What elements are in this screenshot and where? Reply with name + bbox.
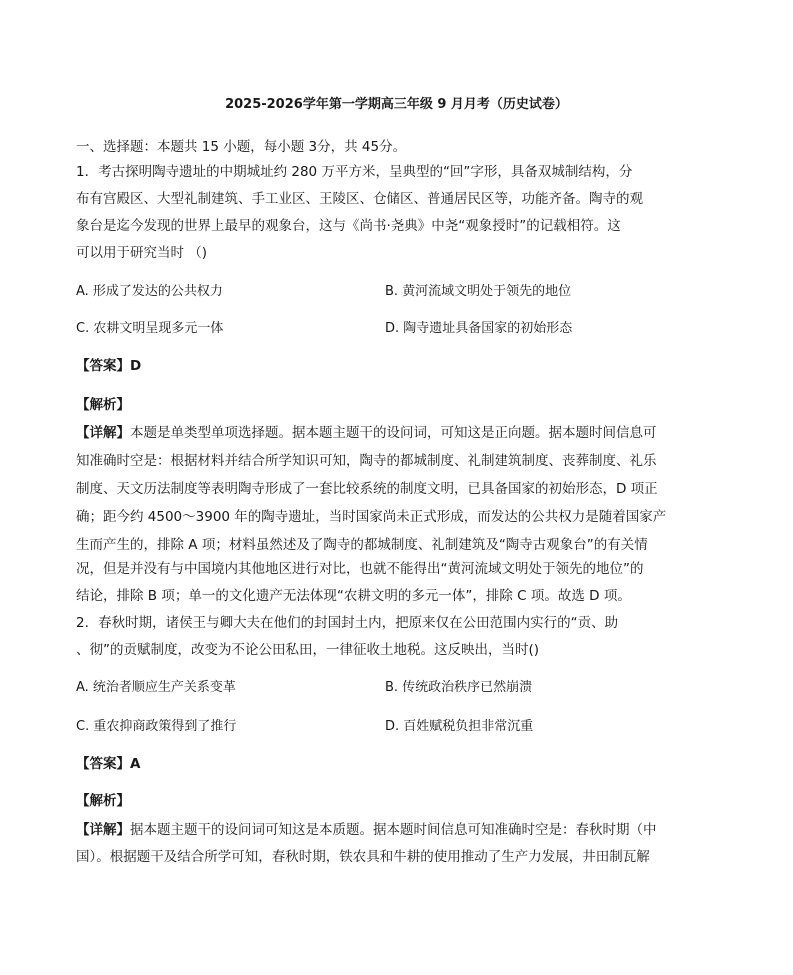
q1-explanation-line-5: 生而产生的，排除 A 项；材料虽然述及了陶寺的都城制度、礼制建筑及“陶寺古观象台”的有关情 [76,537,648,553]
exam-title: 2025-2026学年第一学期高三年级 9 月月考（历史试卷） [225,97,568,112]
q1-explanation-line-6: 况，但是并没有与中国境内其他地区进行对比，也就不能得出“黄河流域文明处于领先的地位”的 [76,561,644,577]
q2-explanation-line-1 [76,821,726,839]
q1-option-d: D. 陶寺遗址具备国家的初始形态 [385,321,573,336]
q2-option-d: D. 百姓赋税负担非常沉重 [385,719,534,734]
q1-stem-line-1: 1．考古探明陶寺遗址的中期城址约 280 万平方米，呈典型的“回”字形，具备双城制结构，分 [76,164,633,180]
q2-detail-tag: 【详解】 [76,822,130,838]
q2-answer-tag: 【答案】 [76,756,130,772]
q2-explanation-line-2: 国）。根据题干及结合所学可知，春秋时期，铁农具和牛耕的使用推动了生产力发展，井田制瓦解 [76,849,650,865]
q2-analysis-heading: 【解析】 [76,793,130,809]
q1-answer [76,357,726,375]
q1-option-c: C. 农耕文明呈现多元一体 [76,321,224,336]
q2-option-b: B. 传统政治秩序已然崩溃 [385,680,533,695]
q1-stem-line-3: 象台是迄今发现的世界上最早的观象台，这与《尚书·尧典》中尧“观象授时”的记载相符。这 [76,218,621,234]
q1-answer-tag: 【答案】 [76,358,130,374]
q1-analysis-heading: 【解析】 [76,397,130,413]
q2-option-c: C. 重农抑商政策得到了推行 [76,719,237,734]
q1-explanation-line-7: 结论，排除 B 项；单一的文化遗产无法体现“农耕文明的多元一体”，排除 C 项。故选 D 项。 [76,588,631,604]
q1-explanation-text-1: 本题是单类型单项选择题。据本题主题干的设问词，可知这是正向题。据本题时间信息可 [130,425,657,441]
q2-stem-line-2: 、彻”的贡赋制度，改变为不论公田私田，一律征收土地税。这反映出，当时() [76,642,540,658]
q1-detail-tag: 【详解】 [76,425,130,441]
q1-option-a: A. 形成了发达的公共权力 [76,284,223,299]
q1-answer-value: D [130,358,142,374]
q1-stem-line-4: 可以用于研究当时 （) [76,245,208,261]
q2-option-a: A. 统治者顺应生产关系变革 [76,680,236,695]
q2-answer-value: A [130,756,141,772]
q2-explanation-text-1: 据本题主题干的设问词可知这是本质题。据本题时间信息可知准确时空是：春秋时期（中 [130,822,657,838]
section-heading: 一、选择题：本题共 15 小题，每小题 3分，共 45分。 [76,139,407,155]
q1-explanation-line-2: 知准确时空是：根据材料并结合所学知识可知，陶寺的都城制度、礼制建筑制度、丧葬制度、礼乐 [76,453,657,469]
q2-answer [76,755,726,773]
q1-stem-line-2: 布有宫殿区、大型礼制建筑、手工业区、王陵区、仓储区、普通居民区等，功能齐备。陶寺的观 [76,191,643,207]
q1-explanation-line-1 [76,424,726,442]
q2-stem-line-1: 2．春秋时期，诸侯王与卿大夫在他们的封国封土内，把原来仅在公田范围内实行的“贡、助 [76,615,619,631]
q1-option-b: B. 黄河流域文明处于领先的地位 [385,284,572,299]
q1-explanation-line-3: 制度、天文历法制度等表明陶寺形成了一套比较系统的制度文明，已具备国家的初始形态，D 项正 [76,481,658,497]
q1-explanation-line-4: 确；距今约 4500～3900 年的陶寺遗址，当时国家尚未正式形成，而发达的公共权力是随着国家产 [76,509,667,525]
